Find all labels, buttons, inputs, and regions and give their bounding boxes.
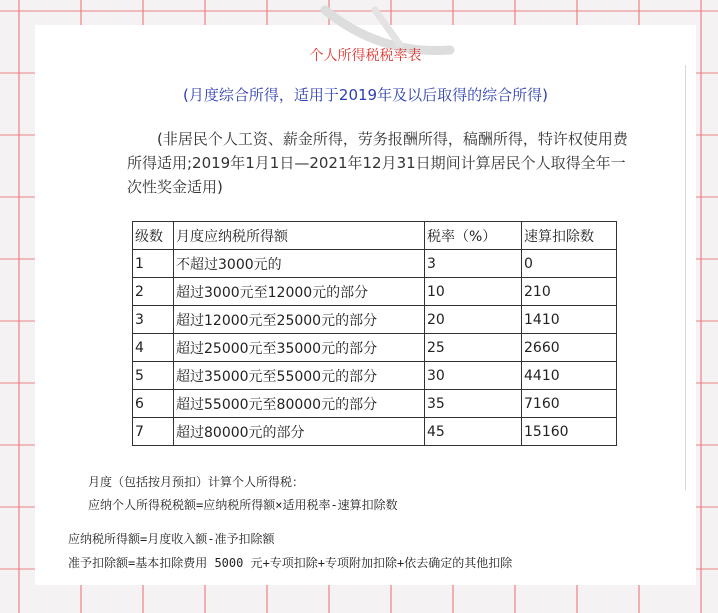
- cell-deduction: 1410: [522, 306, 617, 334]
- page-title: 个人所得税税率表: [309, 48, 422, 64]
- page-subtitle: (月度综合所得，适用于2019年及以后取得的综合所得): [183, 86, 548, 104]
- table-row: [133, 250, 617, 278]
- cell-level: 3: [133, 306, 174, 334]
- cell-rate: 45: [425, 418, 522, 446]
- cell-deduction: 0: [522, 250, 617, 278]
- cell-income-range: 超过3000元至12000元的部分: [174, 278, 425, 306]
- applicability-note: (非居民个人工资、薪金所得，劳务报酬所得，稿酬所得，特许权使用费所得适用;2019年1月1日—2021年12月31日期间计算居民个人取得全年一次性奖金适用): [127, 130, 628, 196]
- table-row: [133, 390, 617, 418]
- header-tax-rate: 税率（%）: [425, 222, 522, 250]
- header-taxable-income: 月度应纳税所得额: [174, 222, 425, 250]
- document-card: [35, 25, 696, 585]
- header-quick-deduction: 速算扣除数: [522, 222, 617, 250]
- table-row: [133, 306, 617, 334]
- cell-rate: 35: [425, 390, 522, 418]
- cell-income-range: 超过25000元至35000元的部分: [174, 334, 425, 362]
- cell-deduction: 15160: [522, 418, 617, 446]
- cell-income-range: 超过35000元至55000元的部分: [174, 362, 425, 390]
- cell-income-range: 不超过3000元的: [174, 250, 425, 278]
- cell-rate: 20: [425, 306, 522, 334]
- cell-income-range: 超过80000元的部分: [174, 418, 425, 446]
- cell-deduction: 2660: [522, 334, 617, 362]
- cell-level: 1: [133, 250, 174, 278]
- cell-level: 5: [133, 362, 174, 390]
- formula-tax-amount: 应纳个人所得税税额=应纳税所得额×适用税率-速算扣除数: [88, 498, 398, 512]
- tax-rate-table: [132, 221, 617, 446]
- cell-level: 7: [133, 418, 174, 446]
- table-row: [133, 418, 617, 446]
- card-right-rule: [685, 65, 686, 490]
- cell-rate: 25: [425, 334, 522, 362]
- table-row: [133, 362, 617, 390]
- cell-rate: 3: [425, 250, 522, 278]
- cell-level: 6: [133, 390, 174, 418]
- formula-allowed-deductions: 准予扣除额=基本扣除费用 5000 元+专项扣除+专项附加扣除+依去确定的其他扣除: [68, 556, 513, 570]
- table-header-row: [133, 222, 617, 250]
- table-row: [133, 278, 617, 306]
- cell-level: 2: [133, 278, 174, 306]
- header-level: 级数: [133, 222, 174, 250]
- cell-income-range: 超过55000元至80000元的部分: [174, 390, 425, 418]
- formula-heading: 月度（包括按月预扣）计算个人所得税：: [88, 475, 305, 489]
- formula-taxable-income: 应纳税所得额=月度收入额-准予扣除额: [68, 532, 275, 546]
- cell-level: 4: [133, 334, 174, 362]
- cell-rate: 30: [425, 362, 522, 390]
- cell-rate: 10: [425, 278, 522, 306]
- table-row: [133, 334, 617, 362]
- cell-deduction: 4410: [522, 362, 617, 390]
- cell-deduction: 7160: [522, 390, 617, 418]
- cell-deduction: 210: [522, 278, 617, 306]
- cell-income-range: 超过12000元至25000元的部分: [174, 306, 425, 334]
